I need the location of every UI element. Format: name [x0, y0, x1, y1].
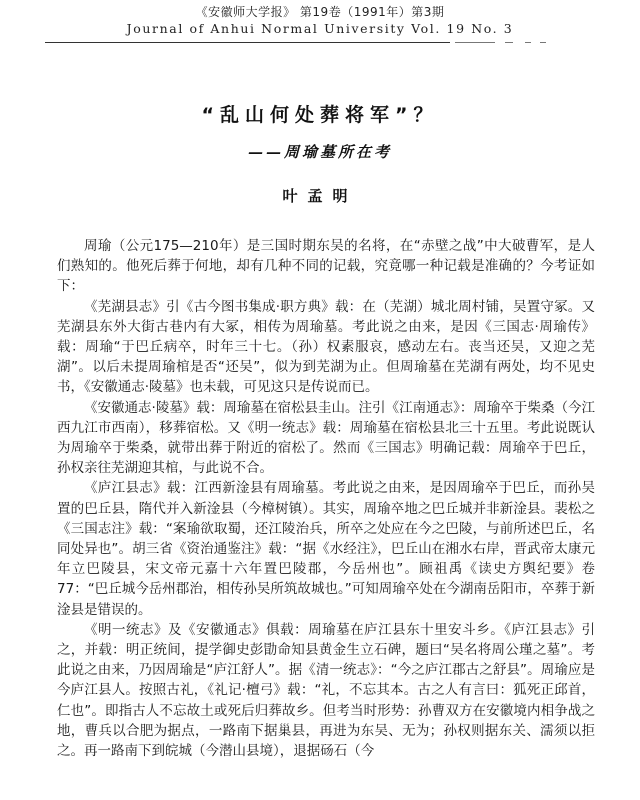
article-author: 叶孟明 — [282, 187, 358, 205]
header-rule — [45, 42, 450, 43]
body-paragraph: 《明一统志》及《安徽通志》俱载：周瑜墓在庐江县东十里安斗乡。《庐江县志》引之，并载：明正统间，提学御史彭勖命知县黄金生立石碑，题曰“吴名将周公瑾之墓”。考此说之由来，乃因周瑜是“庐江舒人”。据《清一统志》：“今之庐江郡古之舒县”。周瑜应是今庐江县人。按照古礼，《礼记·檀弓》载：“礼，不忘其本。古之人有言曰：狐死正邱首，仁也”。即指古人不忘故土或死后归葬故乡。但考当时形势：孙曹双方在安徽境内相争战之地，曹兵以合肥为据点，一路南下据巢县，再进为东吴、无为；孙权则据东关、濡须以拒之。再一路南下到皖城（今潜山县境），退据砀石（今 — [57, 621, 595, 760]
journal-name-cn: 《安徽师大学报》 第19卷（1991年）第3期 — [195, 5, 445, 19]
journal-name-en: Journal of Anhui Normal University Vol. 19 No. 3 — [126, 21, 514, 36]
body-paragraph: 《芜湖县志》引《古今图书集成·职方典》载：在（芜湖）城北周村铺，吴置守冢。又芜湖县东外大街古巷内有大冢，相传为周瑜墓。考此说之由来，是因《三国志·周瑜传》载：周瑜“于巴丘病卒，时年三十七。（孙）权素服哀，感动左右。丧当还吴，又迎之芜湖”。以后未提周瑜棺是否“还吴”，似为到芜湖为止。但周瑜墓在芜湖有两处，均不见史书，《安徽通志·陵墓》也未载，可见这只是传说而已。 — [57, 298, 595, 396]
article-body — [57, 236, 595, 761]
body-paragraph: 周瑜（公元175—210年）是三国时期东吴的名将，在“赤壁之战”中大破曹军，是人们熟知的。他死后葬于何地，却有几种不同的记载，究竟哪一种记载是准确的？今考证如下： — [57, 238, 595, 295]
header-rule-fragment — [540, 42, 546, 43]
header-rule-fragment — [455, 42, 495, 43]
body-paragraph: 《庐江县志》载：江西新淦县有周瑜墓。考此说之由来，是因周瑜卒于巴丘，而孙吴置的巴丘县，隋代并入新淦县（今樟树镇）。其实，周瑜卒地之巴丘城并非新淦县。裴松之《三国志注》载：“案瑜欲取蜀，还江陵治兵，所卒之处应在今之巴陵，与前所述巴丘，名同处异也”。胡三省《资治通鉴注》载：“据《水经注》，巴丘山在湘水右岸，晋武帝太康元年立巴陵县，宋文帝元嘉十六年置巴陵郡，今岳州也”。顾祖禹《读史方舆纪要》卷77：“巴丘城今岳州郡治，相传孙吴所筑故城也。”可知周瑜卒处在今湖南岳阳市，卒葬于新淦县是错误的。 — [57, 480, 595, 618]
article-title: “乱山何处葬将军”？ — [201, 104, 439, 126]
article-subtitle: ——周瑜墓所在考 — [247, 143, 392, 161]
header-rule-fragment — [525, 42, 531, 43]
running-header — [0, 4, 640, 37]
header-rule-fragment — [505, 42, 513, 43]
body-paragraph: 《安徽通志·陵墓》载：周瑜墓在宿松县圭山。注引《江南通志》：周瑜卒于柴桑（今江西九江市西南），移葬宿松。又《明一统志》载：周瑜墓在宿松县北三十五里。考此说既认为周瑜卒于柴桑，就带出葬于附近的宿松了。然而《三国志》明确记载：周瑜卒于巴丘，孙权亲往芜湖迎其棺，与此说不合。 — [57, 399, 595, 477]
